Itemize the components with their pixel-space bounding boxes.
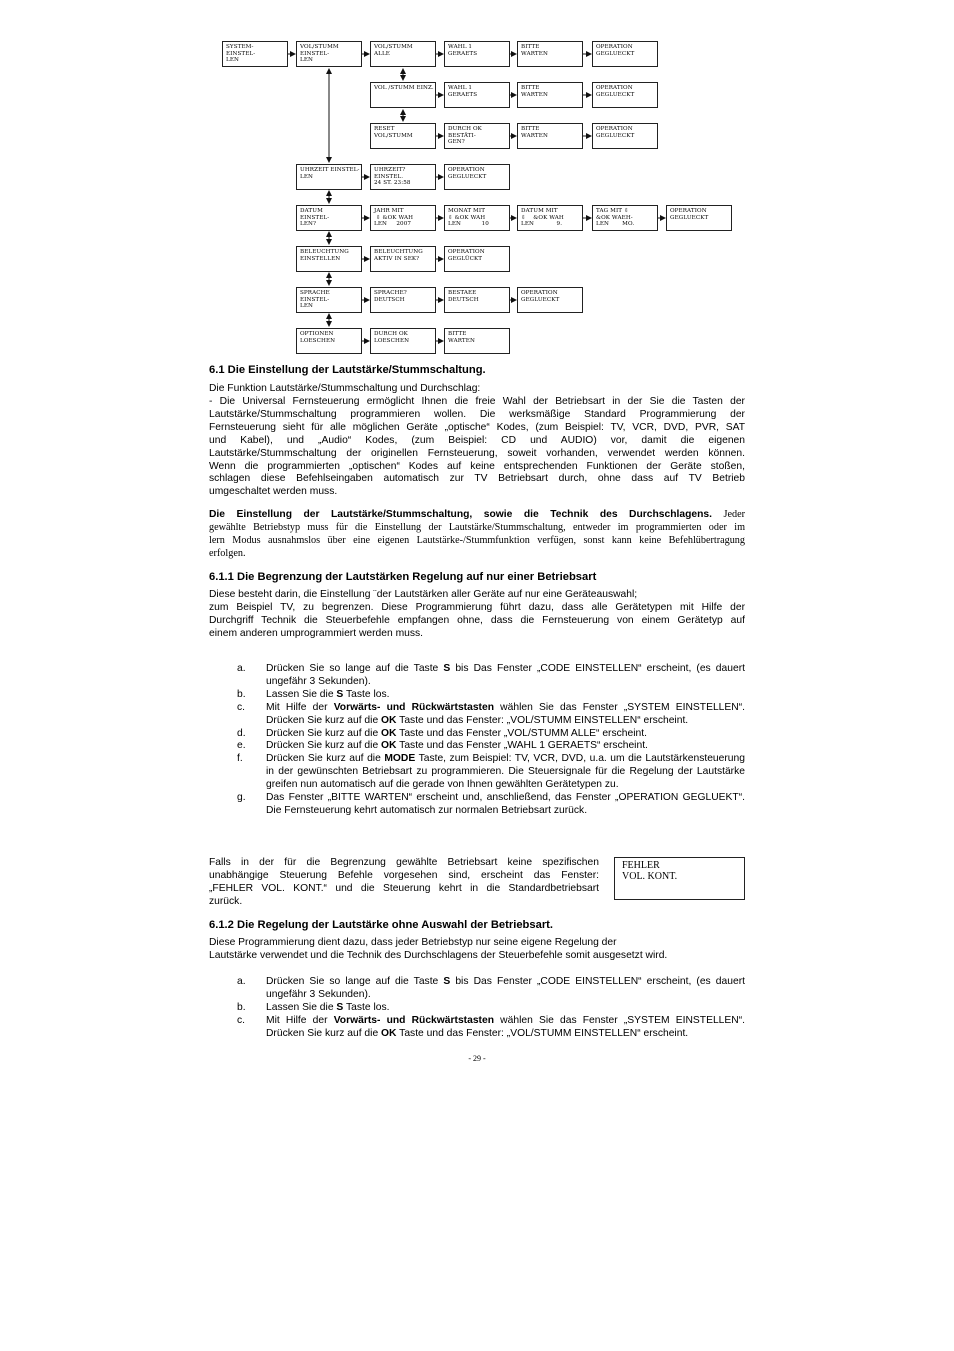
bold-term: OK bbox=[381, 714, 397, 726]
text-line: zurück. bbox=[209, 895, 243, 907]
bold-term: S bbox=[336, 688, 344, 700]
page-number: - 29 - bbox=[468, 1054, 486, 1063]
diagram-box-operation-gegluckt: OPERATION GEGLUECKT bbox=[444, 164, 510, 190]
text-run: Drücken Sie kurz auf die bbox=[266, 727, 382, 739]
list-marker: a. bbox=[237, 976, 246, 987]
bold-term: Vorwärts- und Rückwärtstasten bbox=[333, 701, 495, 713]
bold-term: S bbox=[443, 976, 451, 987]
paragraph-6-1-1 bbox=[209, 589, 745, 641]
list-marker: g. bbox=[237, 792, 246, 804]
list-item bbox=[209, 1015, 745, 1041]
diagram-box-vol-stumm-einz: VOL /STUMM EINZ. bbox=[370, 82, 436, 108]
text-run: Mit Hilfe der bbox=[266, 701, 334, 713]
text-line: schlagen diese Befehlseingaben automatisch zur TV Betriebsart durch, ohne dass auf TV Betrieb bbox=[209, 473, 745, 485]
diagram-box-beleuchtung-einstellen: BELEUCHTUNG EINSTELLEN bbox=[296, 246, 362, 272]
text-line: Diese besteht darin, die Einstellung ¨der Lautstärken aller Geräte auf nur eine Geräteauswahl; bbox=[209, 589, 638, 600]
text-line: Lautstärke/Stummschaltung der originellen Fernsteuerung, soweit vorhanden, verwendet werden können. bbox=[209, 447, 745, 459]
diagram-box-reset-vol-stumm: RESET VOL/STUMM bbox=[370, 123, 436, 149]
bold-term: OK bbox=[381, 740, 397, 752]
steps-list-6-1-1 bbox=[209, 663, 745, 818]
list-marker: d. bbox=[237, 727, 246, 739]
text-line: und Kabel), und „Audio“ Kodes, (zum Beispiel: CD und AUDIO) vor, damit die eigenen bbox=[209, 434, 745, 446]
heading-6-1-1: 6.1.1 Die Begrenzung der Lautstärken Regelung auf nur einer Betriebsart bbox=[209, 571, 597, 583]
text-run: wählen Sie das Fenster „SYSTEM EINSTELLEN“. Drücken Sie kurz auf die bbox=[266, 701, 745, 726]
list-item bbox=[209, 728, 745, 741]
bold-term: OK bbox=[381, 1027, 397, 1039]
diagram-box-datum-einstellen: DATUM EINSTEL- LEN? bbox=[296, 205, 362, 231]
diagram-box-sprache-einstellen: SPRACHE EINSTEL- LEN bbox=[296, 287, 362, 313]
text-run: Drücken Sie so lange auf die Taste bbox=[266, 976, 444, 987]
diagram-box-beleuchtung-aktiv: BELEUCHTUNG AKTIV IN SEK? bbox=[370, 246, 436, 272]
text-line: lern Modus ausnahmslos über eine eigenen Lautstärke-/Stummfunktion verfügen, sonst kann keine Befehlübertragung bbox=[209, 534, 745, 546]
list-marker: c. bbox=[237, 701, 246, 713]
list-item-text bbox=[266, 1002, 745, 1015]
text-line: gewählte Betriebstyp muss für die Einstellung der Lautstärke/Stummschaltung, entweder im programmierten oder im bbox=[209, 521, 745, 533]
bold-term: Vorwärts- und Rückwärtstasten bbox=[333, 1014, 495, 1026]
text-line: Wenn die programmierten „optischen“ Kodes auf keine entsprechenden Funktionen der Geräte stoßen, bbox=[209, 460, 745, 472]
bold-term: S bbox=[336, 1001, 344, 1013]
list-item-text bbox=[266, 792, 745, 818]
list-marker: f. bbox=[237, 753, 243, 765]
text-line: einem anderen umprogrammiert werden muss. bbox=[209, 627, 424, 639]
bold-term: S bbox=[443, 663, 451, 674]
diagram-box-uhrzeit-einstel: UHRZEIT? EINSTEL. 24 ST. 23:58 bbox=[370, 164, 436, 190]
fehler-display-box: FEHLER VOL. KONT. bbox=[614, 857, 745, 900]
text-run: bis Das Fenster „CODE EINSTELLEN“ erscheint, (es dauert ungefähr 3 Sekunden). bbox=[266, 663, 745, 687]
list-item bbox=[209, 976, 745, 1002]
text-run: Das Fenster „BITTE WARTEN“ erscheint und, anschließend, das Fenster „OPERATION GEGLUEKT“. Die Fernsteuerung kehrt automatisch zur normalen Betriebsart zurück. bbox=[266, 792, 745, 816]
fehler-paragraph bbox=[209, 857, 599, 909]
text-line: Lautstärke verwendet und die Technik des Durchschlagens der Steuerbefehle somit ausgesetzt wird. bbox=[209, 949, 668, 961]
list-item-text bbox=[266, 663, 745, 689]
diagram-box-bitte-warten: BITTE WARTEN bbox=[517, 123, 583, 149]
paragraph-6-1 bbox=[209, 396, 745, 499]
list-item-text bbox=[266, 1015, 745, 1041]
text-line bbox=[209, 509, 745, 522]
list-marker: b. bbox=[237, 1001, 246, 1013]
text-run: wählen Sie das Fenster „SYSTEM EINSTELLEN“. Drücken Sie kurz auf die bbox=[266, 1014, 745, 1039]
diagram-box-operation-gegluckt: OPERATION GEGLUECKT bbox=[592, 41, 658, 67]
diagram-box-bitte-warten: BITTE WARTEN bbox=[517, 82, 583, 108]
list-marker: c. bbox=[237, 1014, 246, 1026]
text-run: Taste und das Fenster: „VOL/STUMM EINSTELLEN“ erscheint. bbox=[396, 1027, 689, 1039]
text-run: Taste los. bbox=[343, 688, 390, 700]
list-item-text bbox=[266, 728, 745, 741]
diagram-box-uhrzeit-einstellen: UHRZEIT EINSTEL- LEN bbox=[296, 164, 362, 190]
diagram-box-wahl1-geraets: WAHL 1 GERAETS bbox=[444, 82, 510, 108]
steps-list-6-1-2 bbox=[209, 976, 745, 1041]
text-run: Taste und das Fenster „WAHL 1 GERAETS“ erscheint. bbox=[396, 740, 648, 752]
diagram-box-sprache-deutsch: SPRACHE? DEUTSCH bbox=[370, 287, 436, 313]
text-run: Taste und das Fenster „VOL/STUMM ALLE“ erscheint. bbox=[396, 727, 647, 739]
text-line: zum Beispiel TV, zu begrenzen. Diese Programmierung führt dazu, dass alle Gerätetypen mit Hilfe der bbox=[209, 601, 745, 613]
text-line: unabhängige Steuerung Befehle vorgesehen sind, erscheint das Fenster: bbox=[209, 869, 599, 881]
text-line: - Die Universal Fernsteuerung ermöglicht Ihnen die freie Wahl der Betriebsart in der Sie die Tasten der bbox=[209, 396, 745, 407]
list-item-text bbox=[266, 753, 745, 792]
diagram-box-tag-mit: TAG MIT ⇳ &OK WAEH- LEN MO. bbox=[592, 205, 658, 231]
text-run: Drücken Sie kurz auf die bbox=[266, 740, 382, 752]
diagram-box-operation-gegluckt: OPERATION GEGLUECKT bbox=[666, 205, 732, 231]
diagram-box-system-einstellen: SYSTEM- EINSTEL- LEN bbox=[222, 41, 288, 67]
text-run: Drücken Sie kurz auf die bbox=[266, 753, 385, 765]
text-line: erfolgen. bbox=[209, 547, 246, 559]
text-run: Taste und das Fenster: „VOL/STUMM EINSTELLEN“ erscheint. bbox=[396, 714, 689, 726]
paragraph-durchschlag bbox=[209, 509, 745, 561]
diagram-box-wahl1-geraets: WAHL 1 GERAETS bbox=[444, 41, 510, 67]
diagram-box-operation-gegluckt: OPERATION GEGLÜCKT bbox=[444, 246, 510, 272]
text-run: bis Das Fenster „CODE EINSTELLEN“ erscheint, (es dauert ungefähr 3 Sekunden). bbox=[266, 976, 745, 1000]
heading-6-1-2: 6.1.2 Die Regelung der Lautstärke ohne Auswahl der Betriebsart. bbox=[209, 919, 554, 931]
paragraph-6-1-2 bbox=[209, 937, 745, 963]
diagram-box-bitte-warten: BITTE WARTEN bbox=[444, 328, 510, 354]
intro-line: Die Funktion Lautstärke/Stummschaltung und Durchschlag: bbox=[209, 383, 481, 394]
text-line: Diese Programmierung dient dazu, dass jeder Betriebstyp nur seine eigene Regelung der bbox=[209, 937, 617, 948]
text-line: umgeschaltet werden muss. bbox=[209, 486, 338, 498]
list-item-text bbox=[266, 702, 745, 728]
bold-lead: Die Einstellung der Lautstärke/Stummschaltung, sowie die Technik des Durchschlagens. bbox=[209, 509, 713, 520]
list-item bbox=[209, 689, 745, 702]
text-run: Mit Hilfe der bbox=[266, 1014, 334, 1026]
menu-flow-diagram bbox=[0, 0, 954, 360]
heading-6-1: 6.1 Die Einstellung der Lautstärke/Stummschaltung. bbox=[209, 364, 486, 376]
diagram-box-bestaetige-deutsch: BESTAEE DEUTSCH bbox=[444, 287, 510, 313]
text-line: „FEHLER VOL. KONT.“ und die Steuerung kehrt in die Standardbetriebsart bbox=[209, 882, 599, 894]
diagram-box-operation-gegluckt: OPERATION GEGLUECKT bbox=[592, 82, 658, 108]
list-item bbox=[209, 792, 745, 818]
list-marker: e. bbox=[237, 740, 246, 752]
text-run: Taste los. bbox=[343, 1001, 390, 1013]
list-item-text bbox=[266, 740, 745, 753]
text-line: Lautstärke/Stummschaltung programmieren wollen. Die werksmäßige Standard Programmierung der bbox=[209, 408, 745, 420]
text-run: Lassen Sie die bbox=[266, 1001, 337, 1013]
diagram-box-bitte-warten: BITTE WARTEN bbox=[517, 41, 583, 67]
list-marker: b. bbox=[237, 688, 246, 700]
text-run: Lassen Sie die bbox=[266, 688, 337, 700]
diagram-box-durch-ok-bestaetigen: DURCH OK BESTÄTI- GEN? bbox=[444, 123, 510, 149]
text-run: Taste, zum Beispiel: TV, VCR, DVD, u.a. um die Lautstärkensteuerung in der gewünschten Betriebsart zu programmieren. Die Steuersignale für die Regelung der Lautstärke greifen nun automatisch auf die gerade von Ihnen gewählten Gerätetypen zu. bbox=[266, 753, 745, 791]
bold-term: MODE bbox=[384, 753, 416, 765]
list-item bbox=[209, 663, 745, 689]
text-line: Falls in der für die Begrenzung gewählte Betriebsart keine spezifischen bbox=[209, 857, 599, 868]
list-item-text bbox=[266, 976, 745, 1002]
list-marker: a. bbox=[237, 663, 246, 674]
text-run: Drücken Sie so lange auf die Taste bbox=[266, 663, 444, 674]
diagram-box-datum-mit: DATUM MIT ⇳ &OK WAH LEN 9. bbox=[517, 205, 583, 231]
serif-text: Jeder bbox=[723, 509, 745, 520]
list-item bbox=[209, 1002, 745, 1015]
list-item bbox=[209, 702, 745, 728]
list-item bbox=[209, 740, 745, 753]
bold-term: OK bbox=[381, 727, 397, 739]
diagram-box-operation-gegluckt: OPERATION GEGLUECKT bbox=[517, 287, 583, 313]
diagram-box-durch-ok-loeschen: DURCH OK LOESCHEN bbox=[370, 328, 436, 354]
list-item-text bbox=[266, 689, 745, 702]
diagram-box-vol-stumm-einstellen: VOL/STUMM EINSTEL- LEN bbox=[296, 41, 362, 67]
diagram-box-optionen-loeschen: OPTIONEN LOESCHEN bbox=[296, 328, 362, 354]
diagram-box-operation-gegluckt: OPERATION GEGLUECKT bbox=[592, 123, 658, 149]
list-item bbox=[209, 753, 745, 792]
diagram-box-jahr-mit: JAHR MIT ⇳ &OK WAH LEN 2007 bbox=[370, 205, 436, 231]
diagram-box-monat-mit: MONAT MIT ⇳ &OK WAH LEN 10 bbox=[444, 205, 510, 231]
text-line: Fernsteuerung sieht für alle möglichen Geräte „optische“ Kodes, (zum Beispiel: TV, VCR, DVD, PVR, SAT bbox=[209, 421, 745, 433]
text-line: Durchgriff Technik die Steuerbefehle empfangen ohne, dass die Fernsteuerung von einem Gerätetyp auf bbox=[209, 614, 745, 626]
diagram-box-vol-stumm-alle: VOL/STUMM ALLE bbox=[370, 41, 436, 67]
